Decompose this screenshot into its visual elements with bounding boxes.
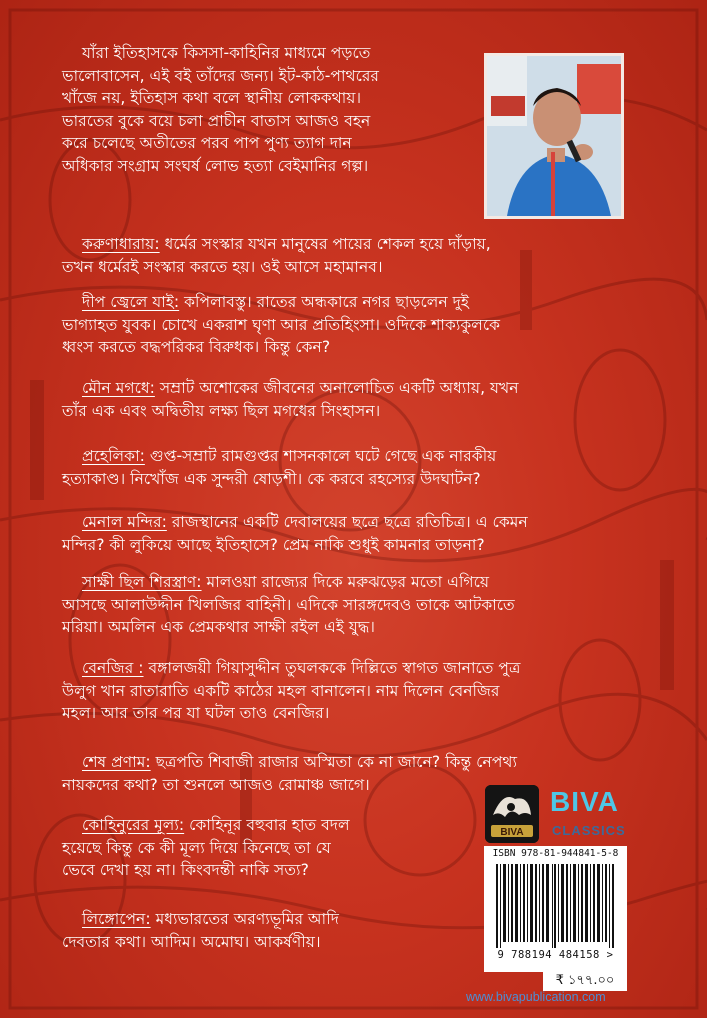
story-title: কোহিনুরের মূল্য: bbox=[82, 816, 185, 834]
intro-line: অধিকার সংগ্রাম সংঘর্ষ লোভ হত্যা বেইমানির গল্প। bbox=[62, 156, 369, 175]
story-menal-mandir bbox=[62, 511, 652, 556]
story-line: আসছে আলাউদ্দীন খিলজির বাহিনী। এদিকে সারঙ্গদেবও তাকে আটকাতে bbox=[62, 595, 515, 614]
story-line: ধর্মের সংস্কার যখন মানুষের পায়ের শেকল হয়ে দাঁড়ায়, bbox=[164, 235, 491, 253]
story-title: করুণাধারায়: bbox=[82, 235, 160, 253]
publisher-logo bbox=[485, 785, 539, 843]
author-photo bbox=[484, 53, 624, 219]
intro-line: ভালোবাসেন, এই বই তাঁদের জন্য। ইট-কাঠ-পাথরের bbox=[62, 66, 379, 85]
barcode-number: 9 788194 484158 > bbox=[497, 949, 614, 961]
publisher-brand: BIVA bbox=[550, 786, 619, 817]
story-deep-jwele-jai bbox=[62, 291, 652, 359]
publisher-logo-text: BIVA bbox=[500, 827, 524, 838]
story-line: ধ্বংস করতে বদ্ধপরিকর বিরুধক। কিন্তু কেন? bbox=[62, 338, 331, 356]
story-line: তখন ধর্মেরই সংস্কার করতে হয়। ওই আসে মহামানব। bbox=[62, 257, 383, 276]
intro-line: খাঁজে নয়, ইতিহাস কথা বলে স্থানীয় লোককথায়। bbox=[62, 89, 362, 107]
story-line: সম্রাট অশোকের জীবনের অনালোচিত একটি অধ্যায়, যখন bbox=[159, 379, 519, 397]
story-line: ছত্রপতি শিবাজী রাজার অস্মিতা কে না জানে? কিন্তু নেপথ্য bbox=[155, 753, 518, 771]
story-line: মালওয়া রাজ্যের দিকে মরুঝড়ের মতো এগিয়ে bbox=[206, 573, 490, 591]
story-line: হত্যাকাণ্ড। নিখোঁজ এক সুন্দরী ষোড়শী। কে করবে রহস্যের উদঘাটন? bbox=[62, 469, 481, 488]
story-title: দীপ জ্বেলে যাই: bbox=[82, 293, 180, 311]
story-prahelika bbox=[62, 445, 652, 490]
story-title: সাক্ষী ছিল শিরস্ত্রাণ: bbox=[82, 573, 202, 591]
barcode-icon bbox=[496, 864, 616, 948]
story-title: মৌন মগধে: bbox=[82, 379, 155, 397]
intro-line: ভারতের বুকে বয়ে চলা প্রাচীন বাতাস আজও বহন bbox=[62, 111, 371, 130]
story-line: ভাগ্যাহত যুবক। চোখে একরাশ ঘৃণা আর প্রতিহিংসা। ওদিকে শাক্যকুলকে bbox=[62, 315, 501, 334]
story-title: শেষ প্রণাম: bbox=[82, 753, 151, 771]
story-mouno-magadhe bbox=[62, 377, 652, 422]
story-benzir bbox=[62, 657, 652, 725]
story-line: হয়েছে কিন্তু কে কী মূল্য দিয়ে কিনেছে তা যে bbox=[62, 838, 331, 857]
story-line: দেবতার কথা। আদিম। অমোঘ। আকর্ষণীয়। bbox=[62, 932, 321, 951]
story-line: রাজস্থানের একটি দেবালয়ের ছত্রে ছত্রে রতিচিত্র। এ কেমন bbox=[171, 513, 528, 531]
story-line: কপিলাবস্তু। রাতের অন্ধকারে নগর ছাড়লেন দুই bbox=[184, 293, 469, 311]
publisher-series: CLASSICS bbox=[552, 823, 626, 838]
intro-line: করে চলেছে অতীতের পরব পাপ পুণ্য ত্যাগ দান bbox=[62, 134, 352, 152]
story-line: ভেবে দেখা হয় না। কিংবদন্তী নাকি সত্য? bbox=[62, 861, 309, 879]
story-sakshi-chhilo-shirostran bbox=[62, 571, 652, 639]
story-line: বঙ্গালজয়ী গিয়াসুদ্দীন তুঘলককে দিল্লিতে স্বাগত জানাতে পুত্র bbox=[148, 659, 521, 677]
story-title: লিঙ্গোপেন: bbox=[82, 910, 151, 928]
story-line: মহল। আর তার পর যা ঘটল তাও বেনজির। bbox=[62, 704, 330, 722]
isbn-text: ISBN 978-81-944841-5-8 bbox=[492, 848, 619, 859]
story-line: নায়কদের কথা? তা শুনলে আজও রোমাঞ্চ জাগে। bbox=[62, 775, 370, 794]
story-line: মন্দির? কী লুকিয়ে আছে ইতিহাসে? প্রেম নাকি শুধুই কামনার তাড়না? bbox=[62, 535, 485, 554]
story-line: মরিয়া। অমলিন এক প্রেমকথার সাক্ষী রইল এই যুদ্ধ। bbox=[62, 618, 375, 636]
story-title: প্রহেলিকা: bbox=[82, 447, 145, 465]
story-line: কোহিনূর বহুবার হাত বদল bbox=[189, 816, 350, 834]
story-kohinoorer-mulya bbox=[62, 814, 472, 882]
publisher-url[interactable]: www.bivapublication.com bbox=[466, 990, 606, 1004]
story-line: মধ্যভারতের অরণ্যভূমির আদি bbox=[155, 910, 339, 928]
story-title: বেনজির : bbox=[82, 659, 144, 677]
intro-blurb bbox=[62, 42, 474, 177]
story-line: গুপ্ত-সম্রাট রামগুপ্তর শাসনকালে ঘটে গেছে এক নারকীয় bbox=[149, 447, 497, 465]
price-text: ₹ ১৭৭.০০ bbox=[555, 973, 615, 988]
story-line: তাঁর এক এবং অদ্বিতীয় লক্ষ্য ছিল মগধের সিংহাসন। bbox=[62, 401, 381, 420]
story-title: মেনাল মন্দির: bbox=[82, 513, 167, 531]
story-karunadharay bbox=[62, 233, 652, 278]
story-line: উলুগ খান রাতারাতি একটি কাঠের মহল বানালেন। নাম দিলেন বেনজির bbox=[62, 681, 500, 700]
story-lingopen bbox=[62, 908, 472, 953]
intro-line: যাঁরা ইতিহাসকে কিসসা-কাহিনির মাধ্যমে পড়তে bbox=[82, 44, 371, 62]
